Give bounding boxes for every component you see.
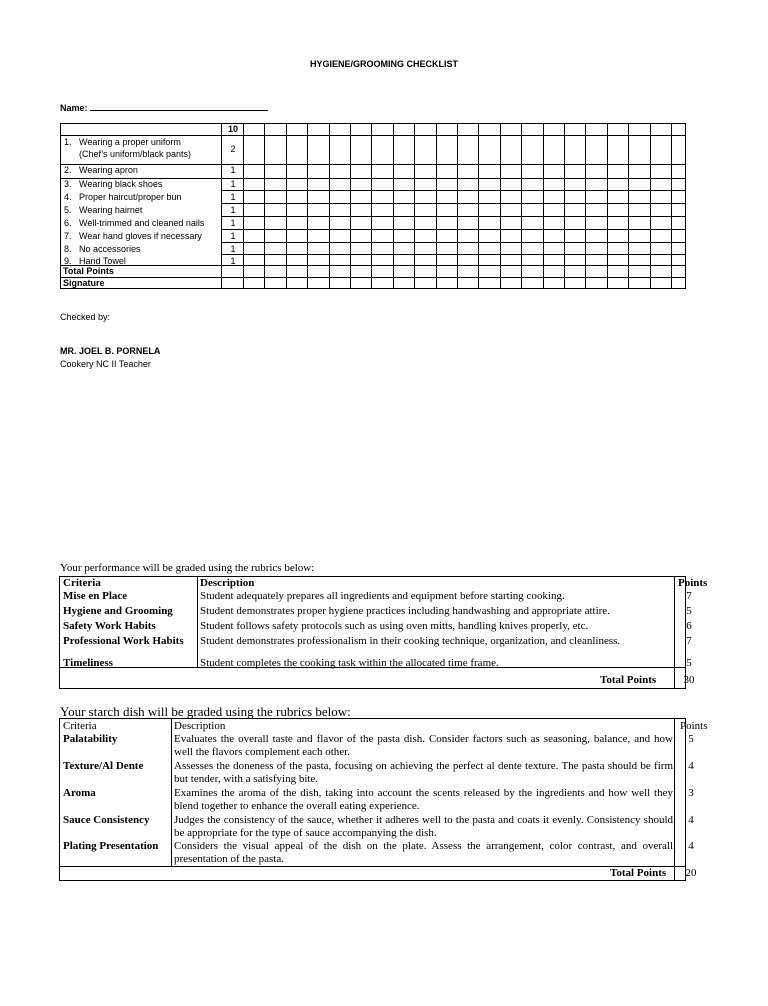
total-points-label: Total Points [63, 266, 114, 276]
row-divider [61, 164, 685, 165]
rubric1-intro: Your performance will be graded using the rubrics below: [60, 562, 315, 574]
name-label: Name: [60, 103, 88, 113]
column-divider [457, 124, 458, 288]
checklist-item-points: 1 [230, 218, 236, 228]
description-header: Description [200, 577, 255, 589]
max-points-header: 10 [227, 124, 238, 134]
rubric-points: 5 [688, 733, 694, 745]
rubric-criteria: Palatability [63, 733, 118, 745]
rubric-points: 4 [688, 840, 694, 852]
column-divider [521, 124, 522, 288]
checklist-item-number: 3. [64, 179, 72, 189]
checklist-item-points: 1 [230, 256, 236, 266]
rubric-description: Judges the consistency of the sauce, whether it adheres well to the pasta and coats it evenly. Consistency should be appropriate for the type of sauce accompanying the dish. [174, 814, 673, 839]
column-divider [414, 124, 415, 288]
column-divider [264, 124, 265, 288]
total-points-value: 20 [685, 867, 697, 879]
criteria-header: Criteria [63, 577, 101, 589]
column-divider [650, 124, 651, 288]
rubric-criteria: Sauce Consistency [63, 814, 150, 826]
rubric-points: 3 [688, 787, 694, 799]
column-divider [350, 124, 351, 288]
checklist-item-number: 4. [64, 192, 72, 202]
column-divider [371, 124, 372, 288]
rubric-description: Student adequately prepares all ingredients and equipment before starting cooking. [200, 590, 565, 602]
points-header: Points [678, 577, 708, 589]
points-header: Points [680, 720, 708, 732]
row-divider [61, 277, 685, 278]
column-divider [286, 124, 287, 288]
checklist-item-number: 6. [64, 218, 72, 228]
checklist-table [60, 123, 686, 289]
rubric-points: 5 [686, 605, 692, 617]
rubric-criteria: Hygiene and Grooming [63, 605, 173, 617]
checklist-item-points: 2 [230, 144, 236, 154]
teacher-name: MR. JOEL B. PORNELA [60, 346, 161, 356]
column-divider [436, 124, 437, 288]
checklist-item-label: Wearing hairnet [79, 205, 143, 215]
checklist-item-points: 1 [230, 231, 236, 241]
rubric-criteria: Professional Work Habits [63, 635, 184, 647]
column-divider [543, 124, 544, 288]
column-divider [393, 124, 394, 288]
rubric-criteria: Texture/Al Dente [63, 760, 144, 772]
rubric-description: Examines the aroma of the dish, taking into account the scents released by the ingredients and how well they blend together to enhance the overall eating experience. [174, 787, 673, 812]
checklist-item-sublabel: (Chef’s uniform/black pants) [79, 149, 192, 159]
rubric-description: Student completes the cooking task within the allocated time frame. [200, 657, 499, 669]
rubric-points: 5 [686, 657, 692, 669]
checklist-item-label: Well-trimmed and cleaned nails [79, 218, 205, 228]
rubric-points: 4 [688, 760, 694, 772]
rubric-criteria: Timeliness [63, 657, 113, 669]
rubric-description: Student follows safety protocols such as using oven mitts, handling knives properly, etc. [200, 620, 589, 632]
row-divider [221, 254, 685, 255]
rubric1-table [59, 576, 708, 689]
checklist-item-number: 7. [64, 231, 72, 241]
checklist-item-label: No accessories [79, 244, 141, 254]
checklist-item-label: Wearing a proper uniform [79, 137, 181, 147]
column-divider [171, 719, 172, 866]
checklist-item-number: 8. [64, 244, 72, 254]
row-divider [221, 242, 685, 243]
column-divider [607, 124, 608, 288]
row-divider [221, 203, 685, 204]
name-field[interactable] [60, 101, 268, 113]
rubric-description: Student demonstrates proper hygiene practices including handwashing and appropriate attire. [200, 605, 610, 617]
checklist-item-number: 5. [64, 205, 72, 215]
checklist-item-label: Wear hand gloves if necessary [79, 231, 202, 241]
checklist-item-label: Wearing black shoes [79, 179, 163, 189]
column-divider [197, 577, 198, 667]
rubric-points: 7 [686, 590, 692, 602]
rubric-criteria: Safety Work Habits [63, 620, 156, 632]
rubric-description: Considers the visual appeal of the dish on the plate. Assess the arrangement, color contrast, and overall presentation of the pasta. [174, 840, 673, 865]
checked-by-label: Checked by: [60, 312, 111, 322]
column-divider [329, 124, 330, 288]
row-divider [221, 229, 685, 230]
rubric-criteria: Aroma [63, 787, 96, 799]
checklist-item-points: 1 [230, 165, 236, 175]
checklist-item-label: Wearing apron [79, 165, 138, 175]
column-divider [478, 124, 479, 288]
checklist-item-points: 1 [230, 192, 236, 202]
rubric-points: 6 [686, 620, 692, 632]
row-divider [60, 866, 685, 867]
signature-label: Signature [63, 278, 105, 288]
column-divider [628, 124, 629, 288]
rubric-description: Evaluates the overall taste and flavor of the pasta dish. Consider factors such as seasoning, balance, and how well the flavors complement each other. [174, 733, 673, 758]
checklist-item-number: 9. [64, 256, 72, 266]
rubric-points: 4 [688, 814, 694, 826]
rubric-description: Student demonstrates professionalism in their cooking technique, organization, and cleanliness. [200, 635, 621, 647]
rubric2-table [59, 718, 708, 881]
column-divider [564, 124, 565, 288]
row-divider [221, 216, 685, 217]
name-underline[interactable] [90, 101, 268, 111]
column-divider [674, 719, 675, 880]
teacher-title: Cookery NC II Teacher [60, 359, 151, 369]
row-divider [221, 190, 685, 191]
column-divider [585, 124, 586, 288]
row-divider [61, 265, 685, 266]
checklist-item-points: 1 [230, 244, 236, 254]
checklist-item-label: Proper haircut/proper bun [79, 192, 182, 202]
rubric-description: Assesses the doneness of the pasta, focusing on achieving the perfect al dente texture. The pasta should be firm but tender, with a satisfying bite. [174, 760, 673, 785]
column-divider [500, 124, 501, 288]
rubric-points: 7 [686, 635, 692, 647]
total-points-value: 30 [683, 674, 695, 686]
total-points-label: Total Points [610, 867, 667, 879]
checklist-item-points: 1 [230, 179, 236, 189]
criteria-header: Criteria [63, 720, 97, 732]
page-title: HYGIENE/GROOMING CHECKLIST [309, 59, 458, 69]
description-header: Description [174, 720, 226, 732]
checklist-item-label: Hand Towel [79, 256, 126, 266]
rubric2-intro: Your starch dish will be graded using the rubrics below: [60, 704, 351, 719]
column-divider [307, 124, 308, 288]
row-divider [61, 135, 685, 136]
rubric-criteria: Plating Presentation [63, 840, 159, 852]
total-points-label: Total Points [600, 674, 657, 686]
checklist-item-points: 1 [230, 205, 236, 215]
checklist-item-number: 2. [64, 165, 72, 175]
checklist-item-number: 1. [64, 137, 72, 147]
column-divider [671, 124, 672, 288]
rubric-criteria: Mise en Place [63, 590, 128, 602]
